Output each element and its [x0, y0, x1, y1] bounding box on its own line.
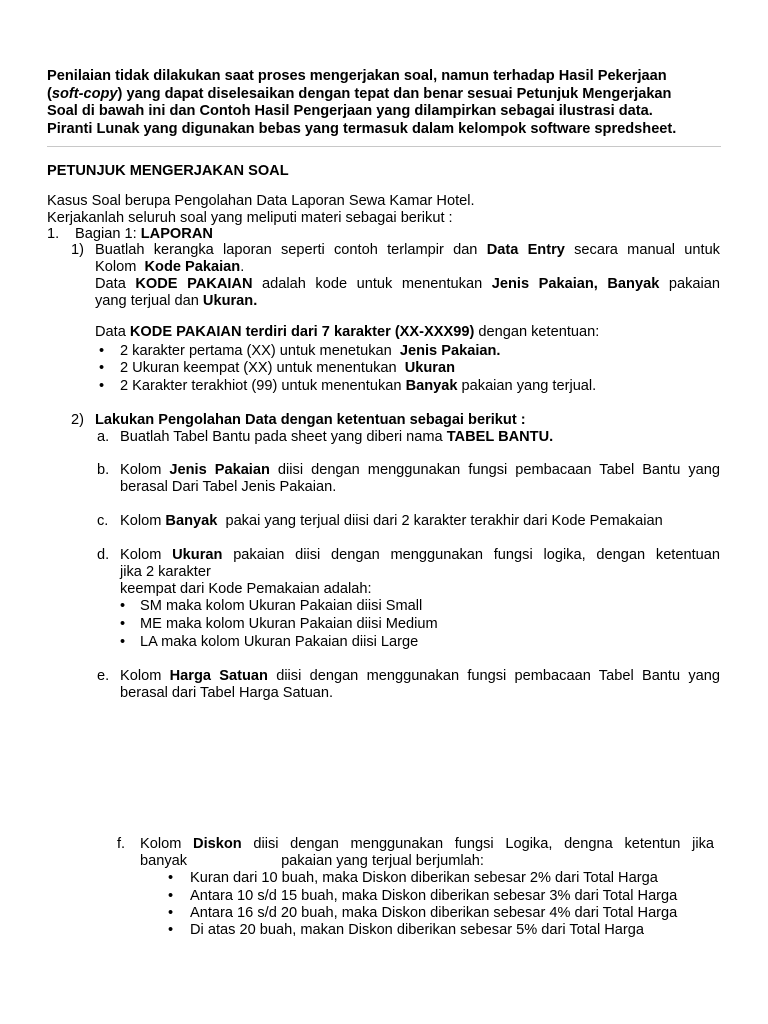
- sub-f-t4: pakaian yang terjual berjumlah:: [281, 853, 484, 869]
- item1-line-4: [95, 293, 720, 310]
- sub-f-t2: diisi dengan menggunakan fungsi Logika, dengna ketentun jika: [241, 836, 714, 852]
- sub-c-t2: pakai yang terjual diisi dari 2 karakter terakhir dari Kode Pemakaian: [217, 513, 663, 529]
- bullet-icon: •: [168, 905, 174, 921]
- bullet-icon: •: [120, 598, 126, 614]
- item1-c: secara manual untuk: [564, 242, 720, 258]
- item1-d: Kolom: [95, 259, 145, 275]
- bullet-item: [120, 343, 500, 360]
- sub-e-label: e.: [97, 668, 110, 684]
- sub-d-line-2: jika 2 karakter: [120, 564, 211, 580]
- sub-a-t: Buatlah Tabel Bantu pada sheet yang diberi nama: [120, 429, 447, 445]
- bullet-icon: •: [99, 360, 105, 376]
- sub-f-line-1: [140, 836, 714, 853]
- intro-line-4: Piranti Lunak yang digunakan bebas yang termasuk dalam kelompok software spredsheet.: [47, 120, 677, 137]
- item1-num: 1): [71, 242, 84, 258]
- sub-d-line-1: [120, 547, 720, 564]
- intro-line-1: Penilaian tidak dilakukan saat proses mengerjakan soal, namun terhadap Hasil Pekerjaan: [47, 68, 667, 84]
- item1-i: adalah kode untuk menentukan: [252, 276, 492, 292]
- bullet-icon: •: [99, 378, 105, 394]
- item1-o: Data: [95, 324, 130, 340]
- intro-paragraph: [47, 68, 721, 138]
- sub-f-line-2: [140, 853, 714, 870]
- sub-b-line-1: [120, 462, 720, 479]
- sub-e-line-2: berasal dari Tabel Harga Satuan.: [120, 685, 334, 701]
- sub-f-t: Kolom: [140, 836, 194, 852]
- sub-b-t2: diisi dengan menggunakan fungsi pembacaan Tabel Bantu yang: [269, 462, 720, 478]
- sub-f-b: Diskon: [193, 836, 242, 852]
- item1-k: Jenis Pakaian, Banyak: [491, 276, 660, 292]
- item1-l: pakaian: [659, 276, 720, 292]
- intro-paren: (: [47, 85, 52, 102]
- bullet-bold: Ukuran: [404, 360, 456, 376]
- bagian-label: Bagian 1:: [75, 226, 141, 242]
- sub-e-t2: diisi dengan menggunakan fungsi pembacaan Tabel Bantu yang: [267, 668, 721, 684]
- bagian-num: 1.: [47, 226, 60, 242]
- bullet-f-item: Antara 16 s/d 20 buah, maka Diskon diberikan sebesar 4% dari Total Harga: [190, 905, 678, 921]
- sub-d-label: d.: [97, 547, 110, 563]
- sub-a-text: [120, 429, 553, 446]
- bullet-d-item: SM maka kolom Ukuran Pakaian diisi Small: [140, 598, 423, 614]
- sub-d-t2: pakaian diisi dengan menggunakan fungsi logika, dengan ketentuan: [222, 547, 720, 563]
- item1-q: dengan ketentuan:: [474, 324, 600, 340]
- kerjakan-text: Kerjakanlah seluruh soal yang meliputi materi sebagai berikut :: [47, 210, 453, 226]
- item1-m: yang terjual dan: [95, 293, 203, 309]
- intro-line-3: Soal di bawah ini dan Contoh Hasil Pengerjaan yang dilampirkan sebagai ilustrasi data.: [47, 103, 653, 119]
- bullet-text-2: pakaian yang terjual.: [457, 378, 597, 394]
- sub-b-t: Kolom: [120, 462, 170, 478]
- kasus-text: Kasus Soal berupa Pengolahan Data Laporan Sewa Kamar Hotel.: [47, 193, 475, 209]
- bullet-icon: •: [168, 888, 174, 904]
- sub-a-b: TABEL BANTU.: [446, 429, 554, 445]
- item1-f: .: [240, 259, 245, 275]
- item1-line-2: [95, 259, 720, 276]
- sub-b-text: [120, 462, 720, 496]
- sub-d-text: [120, 547, 720, 598]
- sub-f-t3: banyak: [140, 853, 188, 869]
- sub-b-b: Jenis Pakaian: [169, 462, 270, 478]
- item1-text: [95, 242, 720, 310]
- sub-f-label: f.: [117, 836, 126, 852]
- bullet-icon: •: [168, 870, 174, 886]
- bullet-icon: •: [168, 922, 174, 938]
- item2-num: 2): [71, 412, 84, 428]
- item1-n: Ukuran.: [202, 293, 258, 309]
- sub-c-label: c.: [97, 513, 109, 529]
- item1-line-3: [95, 276, 720, 293]
- sub-e-b: Harga Satuan: [169, 668, 268, 684]
- bullet-f-item: Kuran dari 10 buah, maka Diskon diberikan sebesar 2% dari Total Harga: [190, 870, 658, 886]
- sub-e-t: Kolom: [120, 668, 170, 684]
- item1-g: Data: [95, 276, 136, 292]
- bullet-f-item: Di atas 20 buah, makan Diskon diberikan sebesar 5% dari Total Harga: [190, 922, 645, 938]
- sub-b-label: b.: [97, 462, 110, 478]
- bullet-d-item: ME maka kolom Ukuran Pakaian diisi Medium: [140, 616, 438, 632]
- bullet-bold: Jenis Pakaian.: [399, 343, 501, 359]
- item1-line-1: [95, 242, 720, 259]
- bagian-bold: LAPORAN: [140, 226, 213, 242]
- intro-line-2-rest: ) yang dapat diselesaikan dengan tepat dan benar sesuai Petunjuk Mengerjakan: [117, 85, 672, 102]
- item1-b: Data Entry: [486, 242, 565, 258]
- intro-softcopy: soft-copy: [51, 85, 118, 102]
- bullet-text: 2 Karakter terakhiot (99) untuk menentukan: [120, 378, 406, 394]
- sub-b-line-2: berasal Dari Tabel Jenis Pakaian.: [120, 479, 337, 495]
- section-title: PETUNJUK MENGERJAKAN SOAL: [47, 163, 289, 179]
- item2-text: Lakukan Pengolahan Data dengan ketentuan sebagai berikut :: [95, 412, 526, 428]
- sub-f-text: [140, 836, 714, 870]
- bullet-text: 2 karakter pertama (XX) untuk menetukan: [120, 343, 400, 359]
- bullet-f-item: Antara 10 s/d 15 buah, maka Diskon diberikan sebesar 3% dari Total Harga: [190, 888, 678, 904]
- divider-line: [47, 146, 721, 147]
- bullet-icon: •: [120, 634, 126, 650]
- sub-a-label: a.: [97, 429, 110, 445]
- bagian-heading: [75, 226, 213, 243]
- bullet-icon: •: [120, 616, 126, 632]
- item1-kode-line: [95, 324, 599, 341]
- sub-d-t: Kolom: [120, 547, 173, 563]
- bullet-bold: Banyak: [405, 378, 458, 394]
- item1-a: Buatlah kerangka laporan seperti contoh terlampir dan: [95, 242, 487, 258]
- sub-d-line-3: keempat dari Kode Pemakaian adalah:: [120, 581, 372, 597]
- item1-h: KODE PAKAIAN: [135, 276, 253, 292]
- sub-c-t: Kolom: [120, 513, 166, 529]
- bullet-d-item: LA maka kolom Ukuran Pakaian diisi Large: [140, 634, 419, 650]
- bullet-icon: •: [99, 343, 105, 359]
- sub-d-b: Ukuran: [172, 547, 223, 563]
- sub-c-text: [120, 513, 663, 530]
- item1-p: KODE PAKAIAN terdiri dari 7 karakter (XX-XXX99): [129, 324, 475, 340]
- intro-line-2: [47, 86, 721, 104]
- sub-e-line-1: [120, 668, 720, 685]
- bullet-text: 2 Ukuran keempat (XX) untuk menentukan: [120, 360, 405, 376]
- item1-e: Kode Pakaian: [144, 259, 241, 275]
- bullet-item: [120, 378, 596, 395]
- bullet-item: [120, 360, 455, 377]
- sub-c-b: Banyak: [165, 513, 218, 529]
- sub-e-text: [120, 668, 720, 702]
